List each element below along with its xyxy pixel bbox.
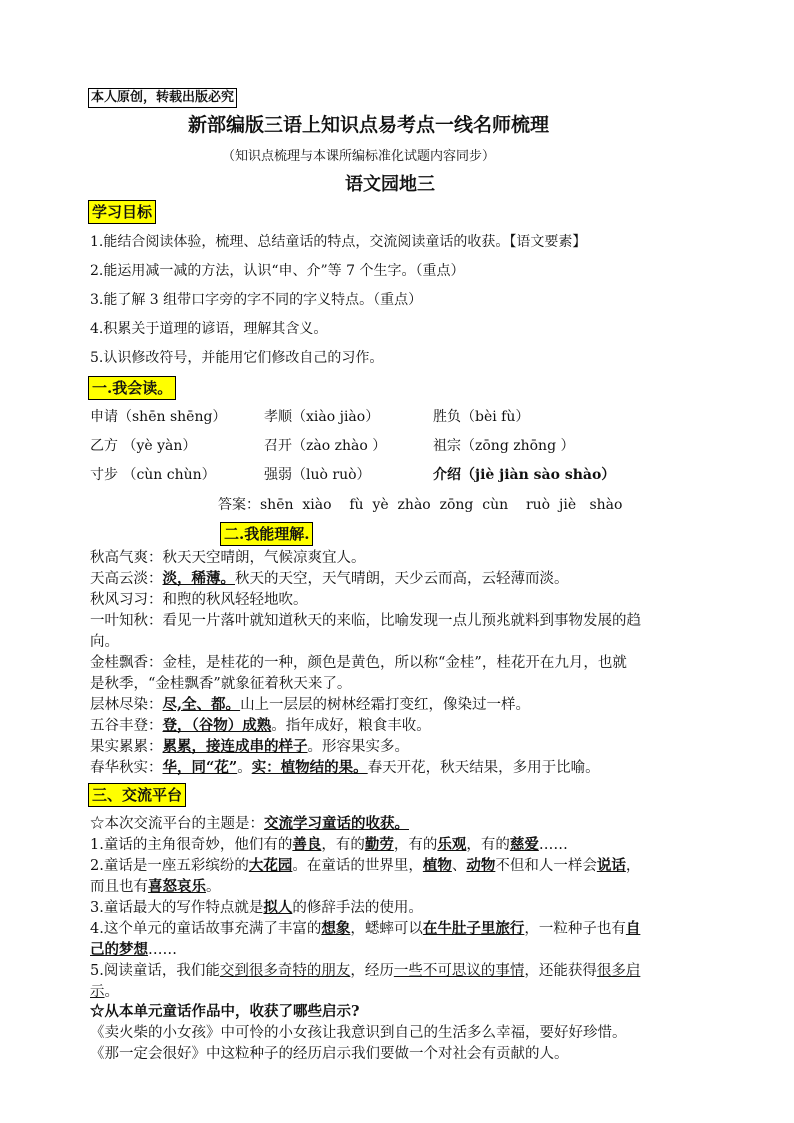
exchange-line: 而且也有喜怒哀乐。 (90, 878, 221, 895)
idiom-line: 金桂飘香：金桂，是桂花的一种，颜色是黄色，所以称“金桂”，桂花开在九月，也就 (90, 655, 627, 671)
document-title: 新部编版三语上知识点易考点一线名师梳理 (188, 114, 550, 136)
reading-cell: 介绍（jiè jiàn sào shào） (433, 467, 616, 483)
goals-tag: 学习目标 (88, 200, 156, 224)
idiom-line: 向。 (90, 634, 119, 650)
reading-tag: 一.我会读。 (88, 376, 176, 400)
reading-cell: 乙方 （yè yàn） (90, 438, 197, 454)
exchange-line: 5.阅读童话，我们能交到很多奇特的朋友，经历一些不可思议的事情，还能获得很多启 (90, 963, 641, 979)
goal-item: 3.能了解 3 组带口字旁的字不同的字义特点。（重点） (90, 292, 423, 308)
exchange-answer: 《卖火柴的小女孩》中可怜的小女孩让我意识到自己的生活多么幸福，要好好珍惜。 (90, 1025, 627, 1041)
goal-item: 1.能结合阅读体验，梳理、总结童话的特点，交流阅读童话的收获。【语文要素】 (90, 234, 587, 250)
reading-cell: 寸步 （cùn chùn） (90, 467, 216, 483)
goal-item: 2.能运用减一减的方法，认识“申、介”等 7 个生字。（重点） (90, 263, 465, 279)
reading-answer: 答案：shēn xiào fù yè zhào zōng cùn ruò jiè shào (218, 497, 623, 513)
exchange-tag: 三、交流平台 (88, 783, 186, 807)
exchange-line: 2.童话是一座五彩缤纷的大花园。在童话的世界里，植物、动物不但和人一样会说话， (90, 857, 641, 874)
idiom-line: 一叶知秋：看见一片落叶就知道秋天的来临，比喻发现一点儿预兆就料到事物发展的趋 (90, 613, 641, 629)
idiom-line: 春华秋实：华，同“花”。实：植物结的果。春天开花，秋天结果，多用于比喻。 (90, 759, 600, 776)
idiom-line: 果实累累：累累，接连成串的样子。形容果实多。 (90, 738, 409, 755)
exchange-line: 4.这个单元的童话故事充满了丰富的想象，蟋蟀可以在牛肚子里旅行，一粒种子也有自 (90, 920, 641, 937)
reading-cell: 胜负（bèi fù） (433, 409, 530, 425)
exchange-theme: ☆本次交流平台的主题是：交流学习童话的收获。 (90, 815, 409, 832)
exchange-answer: 《那一定会很好》中这粒种子的经历启示我们要做一个对社会有贡献的人。 (90, 1046, 569, 1062)
idiom-line: 秋高气爽：秋天天空晴朗，气候凉爽宜人。 (90, 550, 366, 566)
idiom-line: 秋风习习：和煦的秋风轻轻地吹。 (90, 592, 308, 608)
idiom-line: 是秋季，“金桂飘香”就象征着秋天来了。 (90, 676, 352, 692)
reading-cell: 申请（shēn shēng） (90, 409, 227, 425)
understand-tag: 二.我能理解. (220, 522, 313, 546)
goal-item: 4.积累关于道理的谚语，理解其含义。 (90, 321, 328, 337)
goal-item: 5.认识修改符号，并能用它们修改自己的习作。 (90, 350, 384, 366)
copyright-notice: 本人原创，转载出版必究 (88, 88, 237, 108)
reading-cell: 孝顺（xiào jiào） (264, 409, 380, 425)
exchange-line: 己的梦想…… (90, 941, 177, 958)
reading-cell: 祖宗（zōng zhōng ） (433, 438, 575, 454)
idiom-line: 天高云淡：淡，稀薄。秋天的天空，天气晴朗，天少云而高，云轻薄而淡。 (90, 570, 569, 587)
reading-cell: 召开（zào zhào ） (264, 438, 387, 454)
exchange-line: 1.童话的主角很奇妙，他们有的善良，有的勤劳，有的乐观，有的慈爱…… (90, 836, 568, 853)
exchange-question: ☆从本单元童话作品中，收获了哪些启示? (90, 1003, 360, 1020)
exchange-line: 3.童话最大的写作特点就是拟人的修辞手法的使用。 (90, 899, 423, 916)
idiom-line: 五谷丰登：登，（谷物）成熟。指年成好，粮食丰收。 (90, 717, 431, 734)
document-subtitle: （知识点梳理与本课所编标准化试题内容同步） (222, 149, 496, 164)
idiom-line: 层林尽染：尽,全、都。山上一层层的树林经霜打变红，像染过一样。 (90, 696, 531, 713)
reading-cell: 强弱（luò ruò） (264, 467, 371, 483)
exchange-line: 示。 (90, 984, 119, 1000)
lesson-heading: 语文园地三 (345, 174, 435, 195)
